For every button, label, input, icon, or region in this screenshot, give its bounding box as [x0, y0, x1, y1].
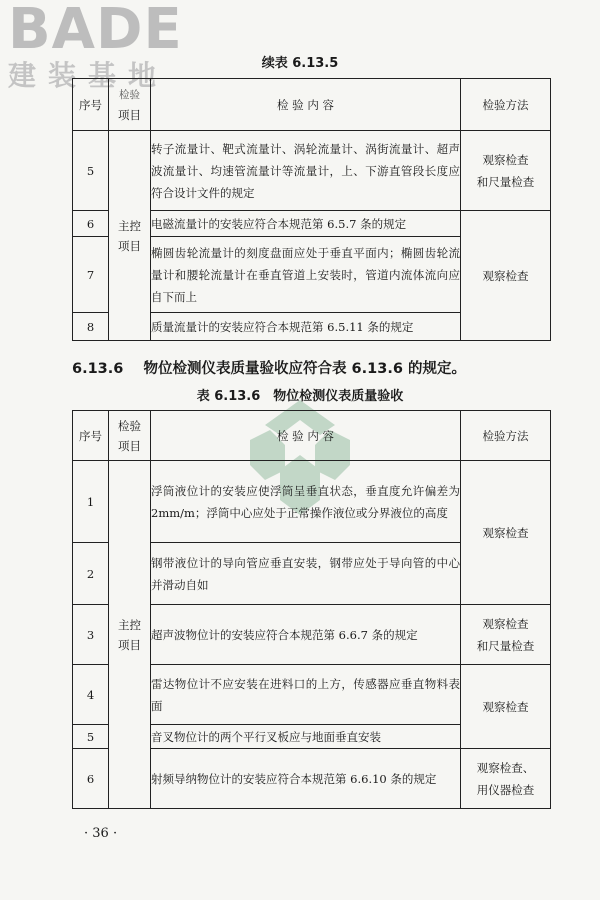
table-continued-6-13-5	[72, 78, 551, 341]
table2-caption: 表 6.13.6 物位检测仪表质量验收	[196, 389, 404, 404]
table-row	[73, 131, 551, 211]
row-no: 6	[73, 749, 109, 809]
item-group	[109, 461, 151, 809]
row-content: 椭圆齿轮流量计的刻度盘面应处于垂直平面内；椭圆齿轮流量计和腰轮流量计在垂直管道上安装时，管道内流体流向应自下而上	[151, 237, 461, 313]
row-method: 观察检查 和尺量检查	[461, 605, 551, 665]
row-method: 观察检查、 用仪器检查	[461, 749, 551, 809]
header-no: 序号	[73, 411, 109, 461]
row-no: 7	[73, 237, 109, 313]
item-group-label: 主控 项目	[118, 218, 141, 253]
row-content: 浮筒液位计的安装应使浮筒呈垂直状态，垂直度允许偏差为 2mm/m；浮筒中心应处于正常操作液位或分界液位的高度	[151, 461, 461, 543]
row-content: 质量流量计的安装应符合本规范第 6.5.11 条的规定	[151, 313, 461, 341]
table-header-row	[73, 79, 551, 131]
header-item-label: 检验 项目	[118, 418, 141, 453]
row-no: 3	[73, 605, 109, 665]
page-number: · 36 ·	[84, 826, 118, 841]
row-no: 2	[73, 543, 109, 605]
logo-text: BADE	[8, 0, 183, 62]
row-method: 观察检查	[461, 461, 551, 605]
row-method: 观察检查	[461, 665, 551, 749]
header-method: 检验方法	[461, 411, 551, 461]
row-no: 6	[73, 211, 109, 237]
row-content: 转子流量计、靶式流量计、涡轮流量计、涡街流量计、超声波流量计、均速管流量计等流量计，上、下游直管段长度应符合设计文件的规定	[151, 131, 461, 211]
header-item: 检验 项目	[109, 79, 151, 131]
table1-caption: 续表 6.13.5	[261, 56, 339, 71]
row-content: 雷达物位计不应安装在进料口的上方，传感器应垂直物料表面	[151, 665, 461, 725]
row-method: 观察检查 和尺量检查	[461, 131, 551, 211]
logo-subtitle: 建装基地	[8, 59, 169, 92]
table-row	[73, 461, 551, 543]
row-content: 超声波物位计的安装应符合本规范第 6.6.7 条的规定	[151, 605, 461, 665]
table-header-row	[73, 411, 551, 461]
header-no: 序号	[73, 79, 109, 131]
item-group-label: 主控 项目	[118, 617, 141, 652]
item-group	[109, 131, 151, 341]
row-method: 观察检查	[461, 211, 551, 341]
row-content: 电磁流量计的安装应符合本规范第 6.5.7 条的规定	[151, 211, 461, 237]
row-no: 4	[73, 665, 109, 725]
row-no: 5	[73, 131, 109, 211]
section-text: 物位检测仪表质量验收应符合表 6.13.6 的规定。	[143, 361, 466, 377]
header-item	[109, 411, 151, 461]
section-heading	[72, 357, 466, 378]
row-content: 射频导纳物位计的安装应符合本规范第 6.6.10 条的规定	[151, 749, 461, 809]
header-method: 检验方法	[461, 79, 551, 131]
row-no: 5	[73, 725, 109, 749]
header-content: 检 验 内 容	[151, 79, 461, 131]
row-content: 音叉物位计的两个平行叉板应与地面垂直安装	[151, 725, 461, 749]
header-content: 检 验 内 容	[151, 411, 461, 461]
section-number: 6.13.6	[72, 361, 124, 377]
row-content: 钢带液位计的导向管应垂直安装，钢带应处于导向管的中心并滑动自如	[151, 543, 461, 605]
table-6-13-6	[72, 410, 551, 809]
row-no: 1	[73, 461, 109, 543]
row-no: 8	[73, 313, 109, 341]
